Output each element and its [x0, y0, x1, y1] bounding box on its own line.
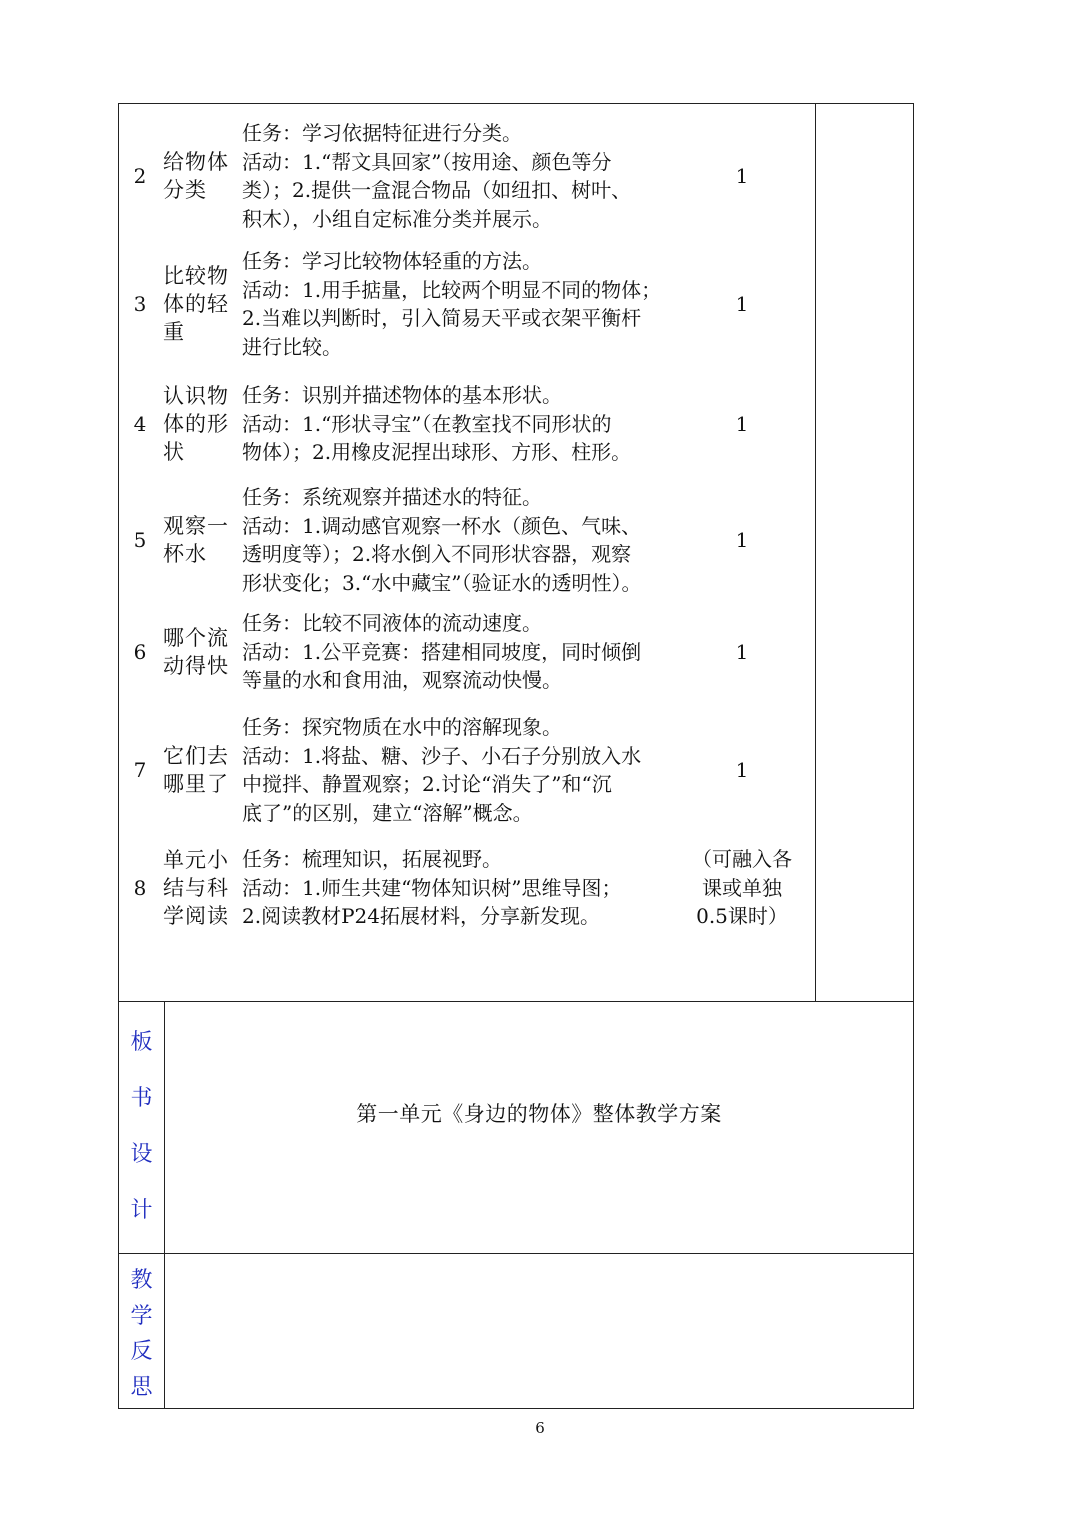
- lesson-hours: [691, 708, 793, 832]
- lesson-description-line: 活动：1.用手掂量，比较两个明显不同的物体；: [242, 277, 662, 302]
- lesson-title: [163, 372, 233, 476]
- lesson-description-line: 任务：比较不同液体的流动速度。: [242, 611, 542, 636]
- lesson-hours-line: 1: [735, 639, 749, 664]
- lesson-description-line: 2.阅读教材P24拓展材料，分享新发现。: [242, 904, 600, 929]
- lesson-description: [242, 840, 692, 936]
- lesson-description: [242, 708, 692, 832]
- lesson-description-line: 底了”的区别，建立“溶解”概念。: [242, 800, 533, 825]
- lesson-hours: [691, 840, 793, 936]
- lesson-title-line: 分类: [163, 178, 207, 202]
- lesson-title-line: 重: [163, 320, 185, 344]
- lesson-title: [163, 604, 233, 700]
- lesson-description: [242, 240, 692, 368]
- lesson-description-line: 任务：识别并描述物体的基本形状。: [242, 383, 562, 408]
- lesson-hours-line: 1: [735, 411, 749, 436]
- lesson-hours: [691, 240, 793, 368]
- lesson-row: [119, 372, 815, 476]
- lesson-description-line: 任务：梳理知识，拓展视野。: [242, 847, 502, 872]
- lesson-title: [163, 708, 233, 832]
- label-char: 计: [130, 1198, 153, 1223]
- lesson-title-line: 比较物: [163, 264, 229, 288]
- lesson-description-line: 任务：系统观察并描述水的特征。: [242, 485, 542, 509]
- reflection-section: [119, 1254, 913, 1408]
- lesson-description: [242, 372, 692, 476]
- board-design-title: 第一单元《身边的物体》整体教学方案: [356, 1102, 722, 1126]
- lesson-title-line: 结与科: [163, 876, 229, 900]
- lesson-description-line: 活动：1.公平竞赛：搭建相同坡度，同时倾倒: [242, 639, 642, 664]
- lesson-description-line: 2.当难以判断时，引入简易天平或衣架平衡杆: [242, 306, 642, 330]
- lesson-description-line: 活动：1.“帮文具回家”（按用途、颜色等分: [242, 149, 612, 174]
- lesson-title-line: 给物体: [163, 150, 229, 174]
- board-design-label: [119, 1002, 165, 1253]
- lesson-number: 8: [133, 876, 147, 900]
- label-char: 学: [130, 1303, 153, 1329]
- lesson-number: 7: [133, 758, 147, 782]
- lesson-hours-line: 课或单独: [702, 875, 782, 900]
- lesson-row: [119, 840, 815, 936]
- lesson-description-line: 物体）；2.用橡皮泥捏出球形、方形、柱形。: [242, 440, 632, 465]
- label-char: 书: [130, 1086, 153, 1111]
- lesson-number: 5: [133, 528, 147, 552]
- lesson-description-line: 任务：学习依据特征进行分类。: [242, 121, 522, 145]
- lesson-description-line: 活动：1.“形状寻宝”（在教室找不同形状的: [242, 411, 612, 436]
- lesson-row: [119, 708, 815, 832]
- lesson-hours-line: （可融入各: [692, 847, 792, 872]
- lesson-title-line: 状: [163, 440, 185, 464]
- lesson-description: [242, 112, 692, 240]
- lesson-title: [163, 476, 233, 604]
- lesson-title-line: 它们去: [163, 744, 229, 768]
- lesson-list: [119, 104, 913, 1002]
- lesson-description-line: 形状变化；3.“水中藏宝”（验证水的透明性）。: [242, 570, 642, 595]
- board-design-section: [119, 1002, 913, 1254]
- lesson-hours: [691, 112, 793, 240]
- lesson-title-line: 动得快: [163, 654, 229, 678]
- lesson-title-line: 认识物: [163, 384, 229, 408]
- lesson-row: [119, 240, 815, 368]
- lesson-description: [242, 604, 692, 700]
- lesson-title: [163, 840, 233, 936]
- lesson-hours: [691, 372, 793, 476]
- label-char: 设: [130, 1142, 153, 1167]
- lesson-hours: [691, 604, 793, 700]
- lesson-title: [163, 240, 233, 368]
- lesson-number: 4: [133, 412, 147, 436]
- lesson-row: [119, 476, 815, 604]
- lesson-plan-table: [118, 103, 914, 1409]
- lesson-description-line: 任务：探究物质在水中的溶解现象。: [242, 715, 562, 739]
- lesson-hours-line: 1: [735, 757, 749, 782]
- lesson-title: [163, 112, 233, 240]
- lesson-description-line: 透明度等）；2.将水倒入不同形状容器，观察: [242, 542, 632, 566]
- lesson-number: 6: [133, 640, 147, 664]
- lesson-number: 3: [133, 292, 147, 316]
- lesson-hours-line: 1: [735, 527, 749, 552]
- column-divider: [815, 104, 816, 1001]
- lesson-description-line: 中搅拌、静置观察；2.讨论“消失了”和“沉: [242, 772, 612, 796]
- reflection-label: [119, 1254, 165, 1408]
- lesson-description-line: 等量的水和食用油，观察流动快慢。: [242, 668, 562, 693]
- lesson-hours-line: 1: [735, 291, 749, 316]
- lesson-description-line: 活动：1.师生共建“物体知识树”思维导图；: [242, 875, 622, 900]
- lesson-description-line: 活动：1.将盐、糖、沙子、小石子分别放入水: [242, 743, 642, 768]
- lesson-description-line: 活动：1.调动感官观察一杯水（颜色、气味、: [242, 513, 642, 538]
- label-char: 板: [130, 1030, 153, 1055]
- lesson-description-line: 任务：学习比较物体轻重的方法。: [242, 249, 542, 273]
- lesson-hours-line: 1: [735, 163, 749, 188]
- lesson-description-line: 类）；2.提供一盒混合物品（如纽扣、树叶、: [242, 178, 632, 202]
- label-char: 思: [130, 1374, 153, 1400]
- lesson-description-line: 积木），小组自定标准分类并展示。: [242, 206, 552, 231]
- lesson-title-line: 学阅读: [163, 904, 229, 928]
- lesson-title-line: 体的形: [163, 412, 229, 436]
- label-char: 教: [130, 1268, 153, 1293]
- lesson-hours: [691, 476, 793, 604]
- lesson-title-line: 哪个流: [163, 626, 229, 650]
- lesson-row: [119, 112, 815, 240]
- lesson-description: [242, 476, 692, 604]
- label-char: 反: [130, 1339, 153, 1364]
- lesson-title-line: 体的轻: [163, 292, 229, 316]
- lesson-title-line: 单元小: [163, 848, 229, 872]
- lesson-hours-line: 0.5课时）: [696, 904, 788, 929]
- page-number: 6: [535, 1419, 545, 1437]
- lesson-number: 2: [133, 164, 147, 188]
- lesson-row: [119, 604, 815, 700]
- lesson-description-line: 进行比较。: [242, 334, 342, 359]
- lesson-title-line: 观察一: [163, 514, 229, 538]
- lesson-title-line: 杯水: [163, 542, 207, 566]
- lesson-title-line: 哪里了: [163, 772, 229, 796]
